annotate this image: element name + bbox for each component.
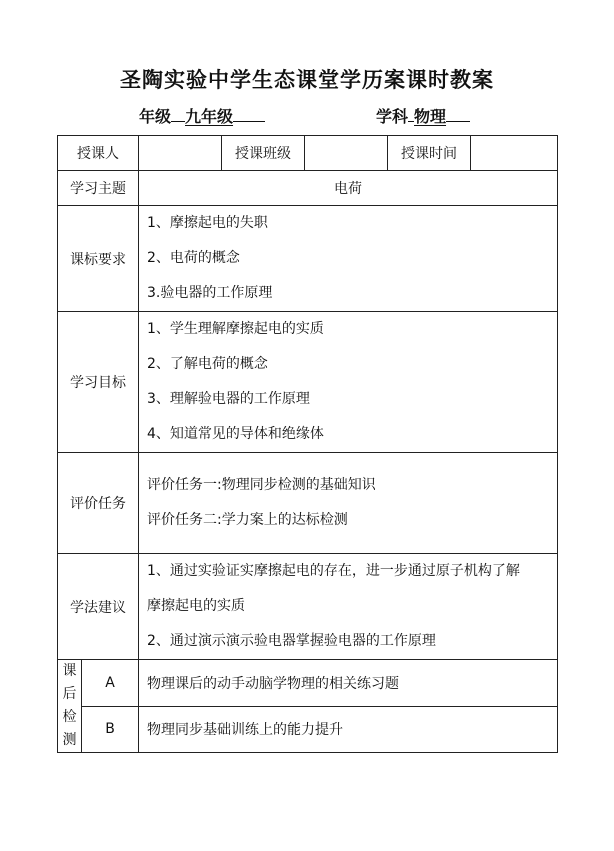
list-item: 摩擦起电的实质 [147, 598, 245, 614]
topic-row [58, 171, 558, 206]
evaluation-label: 评价任务 [58, 453, 139, 554]
teacher-value [139, 136, 222, 171]
after-class-label-char: 后 [62, 686, 77, 702]
subject-underline-tail [446, 120, 470, 122]
grade-label: 年级 [139, 107, 172, 126]
after-class-text: 物理课后的动手动脑学物理的相关练习题 [139, 660, 558, 707]
objectives-row [58, 312, 558, 453]
after-class-label [58, 660, 82, 753]
teacher-label: 授课人 [58, 136, 139, 171]
after-class-key: B [82, 706, 139, 753]
methods-label: 学法建议 [58, 554, 139, 660]
evaluation-row [58, 453, 558, 554]
list-item: 2、电荷的概念 [147, 250, 240, 266]
list-item: 1、学生理解摩擦起电的实质 [147, 321, 324, 337]
header-row [58, 136, 558, 171]
methods-content [139, 554, 558, 660]
after-class-row-b [58, 706, 558, 753]
after-class-row-a [58, 660, 558, 707]
after-class-key: A [82, 660, 139, 707]
subject-field [376, 104, 470, 127]
standards-content [139, 206, 558, 312]
list-item: 3、理解验电器的工作原理 [147, 391, 310, 407]
list-item: 2、了解电荷的概念 [147, 356, 268, 372]
objectives-label: 学习目标 [58, 312, 139, 453]
after-class-label-char: 测 [62, 732, 77, 748]
topic-value: 电荷 [139, 171, 558, 206]
time-label: 授课时间 [388, 136, 471, 171]
list-item: 1、摩擦起电的失职 [147, 215, 268, 231]
page-title: 圣陶实验中学生态课堂学历案课时教案 [120, 67, 494, 92]
after-class-label-char: 课 [62, 663, 77, 679]
list-item: 1、通过实验证实摩擦起电的存在，进一步通过原子机构了解 [147, 563, 520, 579]
list-item: 4、知道常见的导体和绝缘体 [147, 426, 324, 442]
evaluation-content [139, 453, 558, 554]
grade-underline-tail [233, 120, 265, 122]
after-class-label-char: 检 [62, 709, 77, 725]
standards-label: 课标要求 [58, 206, 139, 312]
standards-row [58, 206, 558, 312]
class-value [305, 136, 388, 171]
grade-value: 九年级 [185, 107, 234, 126]
list-item: 3.验电器的工作原理 [147, 285, 273, 301]
objectives-content [139, 312, 558, 453]
topic-label: 学习主题 [58, 171, 139, 206]
subject-value: 物理 [414, 107, 447, 126]
methods-row [58, 554, 558, 660]
list-item: 评价任务一:物理同步检测的基础知识 [147, 477, 376, 493]
lesson-plan-table [57, 135, 558, 753]
after-class-text: 物理同步基础训练上的能力提升 [139, 706, 558, 753]
class-label: 授课班级 [222, 136, 305, 171]
subject-label: 学科 [376, 107, 409, 126]
time-value [471, 136, 558, 171]
list-item: 2、通过演示演示验电器掌握验电器的工作原理 [147, 633, 436, 649]
list-item: 评价任务二:学力案上的达标检测 [147, 512, 348, 528]
grade-underline-lead [171, 120, 185, 122]
grade-field [139, 104, 265, 127]
